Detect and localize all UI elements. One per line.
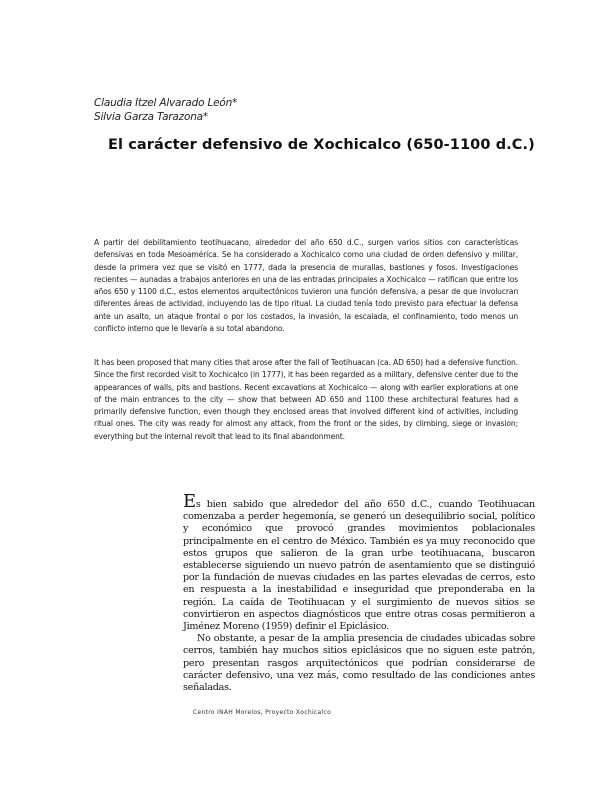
abstract-english — [94, 357, 518, 443]
abstract-spanish — [94, 237, 518, 335]
article-title: El carácter defensivo de Xochicalco (650-1100 d.C.) — [108, 137, 535, 153]
author-name: Silvia Garza Tarazona* — [94, 111, 208, 123]
drop-cap: E — [183, 491, 196, 512]
body-paragraph: No obstante, a pesar de la amplia presencia de ciudades ubicadas sobre cerros, también hay muchos sitios epiclásicos que no siguen este patrón, pero presentan rasgos arquitectónicos que podrían considerarse de carácter defensivo, una vez más, como resultado de las condiciones antes señaladas. — [183, 633, 535, 694]
abstract-spanish-text: A partir del debilitamiento teotihuacano, alrededor del año 650 d.C., surgen varios sitios con características defensivas en toda Mesoamérica. Se ha considerado a Xochicalco como una ciudad de orden defensivo y militar, desde la primera vez que se visitó en 1777, dada la presencia de murallas, bastiones y fosos. Investigaciones recientes — aunadas a trabajos anteriores en una de las entradas principales a Xochicalco — ratifican que entre los años 650 y 1100 d.C., estos elementos arquitectónicos tuvieron una función defensiva, a pesar de que involucran diferentes áreas de actividad, incluyendo las de tipo ritual. La ciudad tenía todo previsto para efectuar la defensa ante un asalto, un ataque frontal o por los costados, la invasión, la escalada, el confinamiento, todo menos un conflicto interno que le llevaría a su total abandono. — [94, 238, 518, 334]
affiliation-footnote: Centro INAH Morelos, Proyecto Xochicalco — [193, 709, 332, 716]
author-list — [94, 96, 237, 124]
body-paragraph-text: s bien sabido que alrededor del año 650 d.C., cuando Teotihuacan comenzaba a perder hegemonía, se generó un desequilibrio social, político y económico que provocó grandes movimientos poblacionales principalmente en el centro de México. También es ya muy reconocido que estos grupos que salieron de la gran urbe teotihuacana, buscaron establecerse siguiendo un nuevo patrón de asentamiento que se distinguió por la fundación de nuevas ciudades en las partes elevadas de cerros, esto en respuesta a la inestabilidad e inseguridad que preponderaba en la región. La caída de Teotihuacan y el surgimiento de nuevos sitios se convirtieron en aspectos diagnósticos que entre otras cosas permitieron a Jiménez Moreno (1959) definir el Epiclásico. — [183, 499, 535, 633]
abstract-english-text: It has been proposed that many cities that arose after the fall of Teotihuacan (ca. AD 650) had a defensive function. Since the first recorded visit to Xochicalco (in 1777), it has been regarded as a military, defensive center due to the appearances of walls, pits and bastions. Recent excavations at Xochicalco — along with earlier explorations at one of the main entrances to the city — show that between AD 650 and 1100 these architectural features had a primarily defensive function, even though they enclosed areas that involved different kind of activities, including ritual ones. The city was ready for almost any attack, from the front or the sides, by climbing, siege or invasion; everything but the internal revolt that lead to its final abandonment. — [94, 358, 518, 441]
author-name: Claudia Itzel Alvarado León* — [94, 97, 238, 109]
body-paragraph — [183, 491, 535, 633]
article-body — [183, 491, 535, 694]
